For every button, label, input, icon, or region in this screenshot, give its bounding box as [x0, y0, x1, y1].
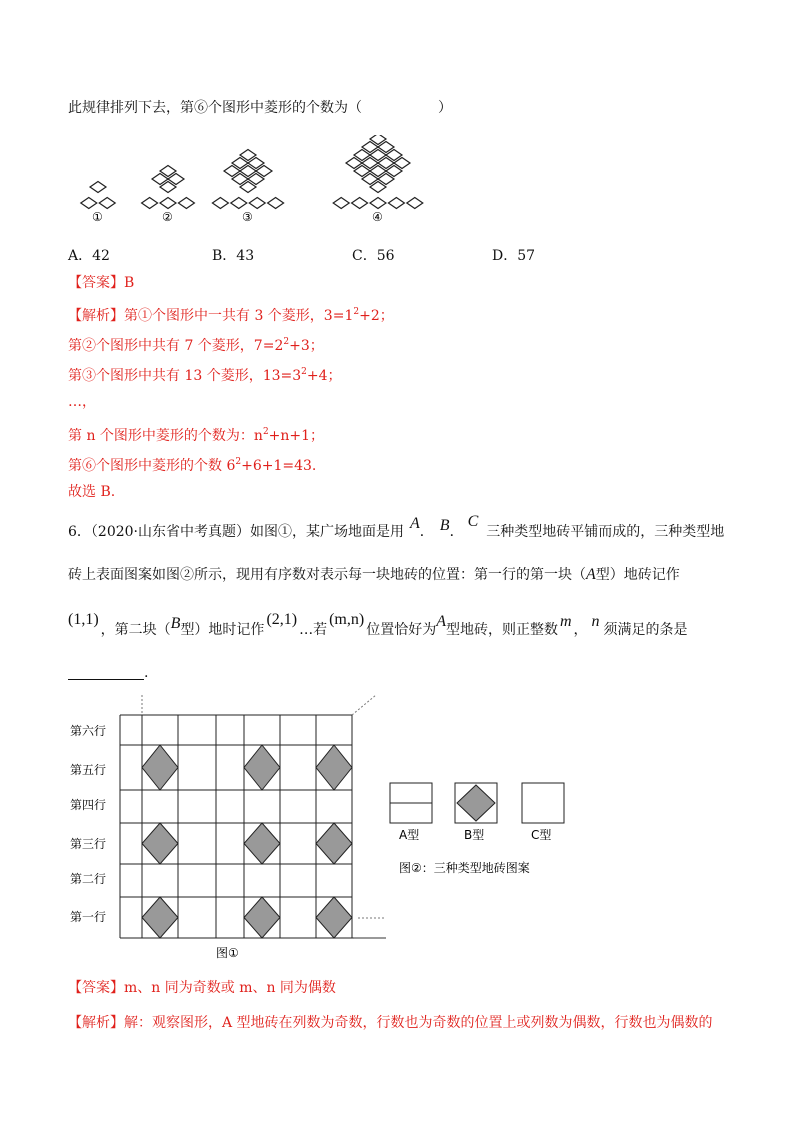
tile-label-a: A型 [399, 828, 420, 842]
b-tile-diamond [244, 745, 280, 790]
q5-answer: 【答案】B [68, 275, 135, 291]
rhombus [352, 198, 368, 209]
option-b[interactable]: B．43 [212, 248, 255, 264]
rhombus [249, 198, 265, 209]
row-label-3: 第三行 [70, 837, 107, 851]
tile-label-b: B型 [464, 828, 485, 842]
q5-analysis-line-2: 第②个图形中共有 7 个菱形，$7=2^2+3$； [68, 337, 324, 354]
b-tile-diamond [316, 823, 352, 864]
row-label-4: 第四行 [70, 798, 107, 812]
b-tile-diamond [244, 823, 280, 864]
rhombus [81, 198, 97, 209]
option-a[interactable]: A．42 [68, 248, 110, 264]
b-tile-diamond [142, 897, 178, 938]
q5-analysis-sixth: 第⑥个图形中菱形的个数 $6^2+6+1=43$. [68, 457, 317, 474]
q6-answer: 【答案】m、n 同为奇数或 m、n 同为偶数 [68, 980, 336, 996]
figure-number-label: ③ [242, 210, 253, 224]
option-d[interactable]: D．57 [492, 248, 536, 264]
q6-line-1: 6．（2020·山东省中考真题）如图①，某广场地面是用 A． B．C三种类型地砖平铺而成的，三种类型地 [68, 513, 725, 540]
rhombus [178, 198, 194, 209]
rhombus [99, 198, 115, 209]
row-label-2: 第二行 [70, 872, 107, 886]
b-tile-diamond [316, 897, 352, 938]
q5-conclusion: 故选 B. [68, 484, 116, 500]
figure-1-grid [68, 690, 398, 970]
rhombus [90, 182, 106, 193]
b-tile-diamond [316, 745, 352, 790]
figure-number-label: ② [162, 210, 173, 224]
tile-label-c: C型 [531, 828, 552, 842]
q5-analysis-general: 第 n 个图形中菱形的个数为：$n^2+n+1$； [68, 427, 325, 444]
rhombus [268, 198, 284, 209]
rhombus [160, 198, 176, 209]
rhombus-pattern-figure [60, 135, 460, 225]
q6-line-3: (1,1)，第二块（B型）地时记作(2,1)…若(m,n)位置恰好为A型地砖，则正整数 m ， n 须满足的条是 [68, 611, 688, 638]
q6-line-2: 砖上表面图案如图②所示，现用有序数对表示每一块地砖的位置：第一行的第一块（A型）地砖记作 [68, 566, 680, 583]
q5-analysis-line-3: 第③个图形中共有 13 个菱形，$13=3^2+4$； [68, 367, 342, 384]
q6-answer-blank: . [68, 663, 148, 683]
rhombus [333, 198, 349, 209]
q5-analysis-ellipsis: …， [68, 394, 96, 410]
figure-2-tiles [385, 775, 585, 885]
answer-blank[interactable] [68, 665, 144, 680]
rhombus [388, 198, 404, 209]
rhombus [407, 198, 423, 209]
b-tile-diamond [142, 745, 178, 790]
figure-2-caption: 图②：三种类型地砖图案 [399, 861, 530, 875]
row-label-5: 第五行 [70, 763, 107, 777]
rhombus [142, 198, 158, 209]
rhombus [370, 198, 386, 209]
rhombus [212, 198, 228, 209]
rhombus [231, 198, 247, 209]
b-tile-diamond [244, 897, 280, 938]
row-label-6: 第六行 [70, 724, 107, 738]
option-c[interactable]: C．56 [352, 248, 395, 264]
q6-analysis: 【解析】解：观察图形，A 型地砖在列数为奇数，行数也为奇数的位置上或列数为偶数，行数也为偶数的 [68, 1015, 713, 1031]
figure-number-label: ④ [372, 210, 383, 224]
figure-1-caption: 图① [216, 946, 239, 960]
q5-analysis-line-1: 【解析】第①个图形中一共有 3 个菱形，$3=1^2+2$； [68, 307, 394, 324]
q5-stem: 此规律排列下去，第⑥个图形中菱形的个数为（ ） [68, 100, 452, 116]
b-tile-diamond [142, 823, 178, 864]
row-label-1: 第一行 [70, 910, 107, 924]
figure-number-label: ① [92, 210, 103, 224]
